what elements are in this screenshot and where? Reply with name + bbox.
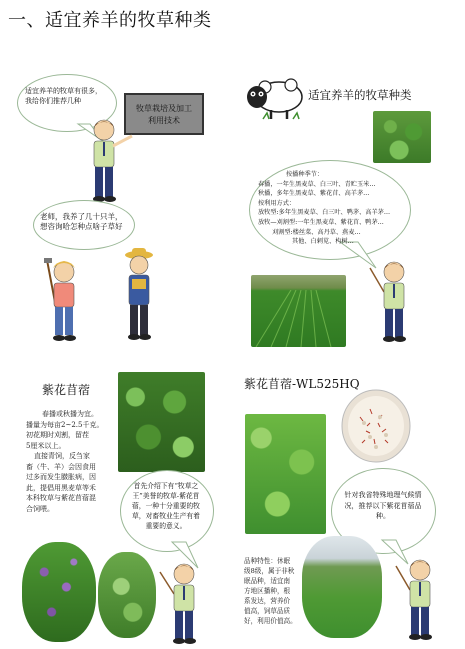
grass-line-0: 按播种季节： [286, 171, 324, 178]
alfalfa-line-4: 直接青饲，反刍家 [34, 452, 90, 460]
wl525hq-description [244, 556, 306, 626]
wl-line-3: 方地区播种，根 [244, 587, 291, 595]
alfalfa-line-9: 合饲喂。 [26, 504, 54, 513]
alfalfa-heading: 紫花苜蓿 [42, 383, 91, 397]
teacher-bubble-text: 适宜养羊的牧草有很多，我给你们推荐几种 [25, 87, 102, 105]
wl-line-2: 眠品种，适宜南 [244, 577, 291, 585]
wl-line-5: 值高，饲草品质 [244, 607, 291, 615]
grass-rows [251, 290, 346, 347]
alfalfa-plant-photo-1 [373, 111, 431, 163]
wl-line-4: 系发达，营养价 [244, 597, 291, 605]
alfalfa-line-5: 畜（牛、羊）会因食用 [26, 462, 96, 471]
alfalfa-line-2: 初花期时刈割，留茬 [26, 431, 89, 439]
green-field-photo [245, 414, 326, 534]
grass-line-2: 秋播，多年生黑麦草、紫花苜、高羊茅… [258, 190, 370, 198]
sheep-icon [243, 75, 305, 121]
wl525hq-heading: 紫花苜蓿-WL525HQ [244, 377, 360, 391]
alfalfa-line-3: 5厘米以上。 [26, 441, 66, 450]
sign-board [124, 93, 204, 135]
grass-line-6: 刈割型:楼丝菜、高丹草、燕麦… [272, 228, 361, 236]
panel2-heading: 适宜养羊的牧草种类 [308, 88, 412, 102]
alfalfa-bubble-text: 首先介绍下有“牧草之王”美誉的牧草-紫花苜蓿，一种十分重要的牧草，对畜牧业生产有着重要的意义。 [132, 482, 200, 530]
alfalfa-line-6: 过多而发生臌胀病，因 [26, 473, 96, 481]
teacher-figure-1 [82, 118, 134, 204]
farmer-figure-1 [44, 258, 86, 348]
sign-line-2: 利用技术 [148, 116, 180, 125]
grass-line-1: 春播，一年生黑麦草、白三叶、青贮玉米… [258, 180, 376, 188]
farmers-bubble-text: 老师，我养了几十只羊，想咨询哈怎种点啥子草好 [40, 212, 123, 231]
wl-line-0: 品种特性：休眠 [244, 557, 291, 565]
grass-line-5: 放牧—刈割型:一年生黑麦草、紫花苜、鸭茅… [258, 218, 384, 226]
teacher-figure-2 [368, 258, 420, 344]
wl-line-6: 好，利用价值高。 [244, 617, 297, 625]
grass-line-7: 其他、白刺苋、构树… [292, 238, 354, 246]
varieties-bubble-text: 针对我省特殊地理气候情况，推荐以下紫花苜蓿品种。 [344, 491, 422, 520]
grass-types-list [258, 170, 406, 247]
alfalfa-line-7: 此，提倡用黑麦草等禾 [26, 483, 96, 492]
sign-line-1: 牧草栽培及加工 [136, 104, 192, 113]
wl-line-1: 级8级，属于非秋 [244, 567, 295, 575]
alfalfa-description [26, 409, 116, 514]
page-title: 一、适宜养羊的牧草种类 [8, 10, 212, 31]
alfalfa-flower-photo [22, 542, 96, 642]
alfalfa-field-photo [98, 552, 156, 638]
alfalfa-plant-photo-2 [118, 372, 205, 472]
hillside-field-photo [302, 536, 382, 638]
alfalfa-line-0: 春播或秋播为宜。 [42, 410, 98, 418]
grass-line-4: 放牧型:多年生黑麦草、白三叶、鸭茅、高羊茅… [258, 209, 391, 217]
alfalfa-line-8: 本科牧草与紫花苜蓿混 [26, 494, 96, 502]
alfalfa-line-1: 播量为每亩2~2.5千克。 [26, 420, 104, 429]
seed-dish-photo [340, 387, 412, 465]
teacher-figure-3 [158, 560, 208, 646]
teacher-figure-4 [394, 556, 446, 642]
grass-line-3: 按利用方式： [258, 199, 296, 207]
farmer-figure-2 [120, 245, 160, 345]
